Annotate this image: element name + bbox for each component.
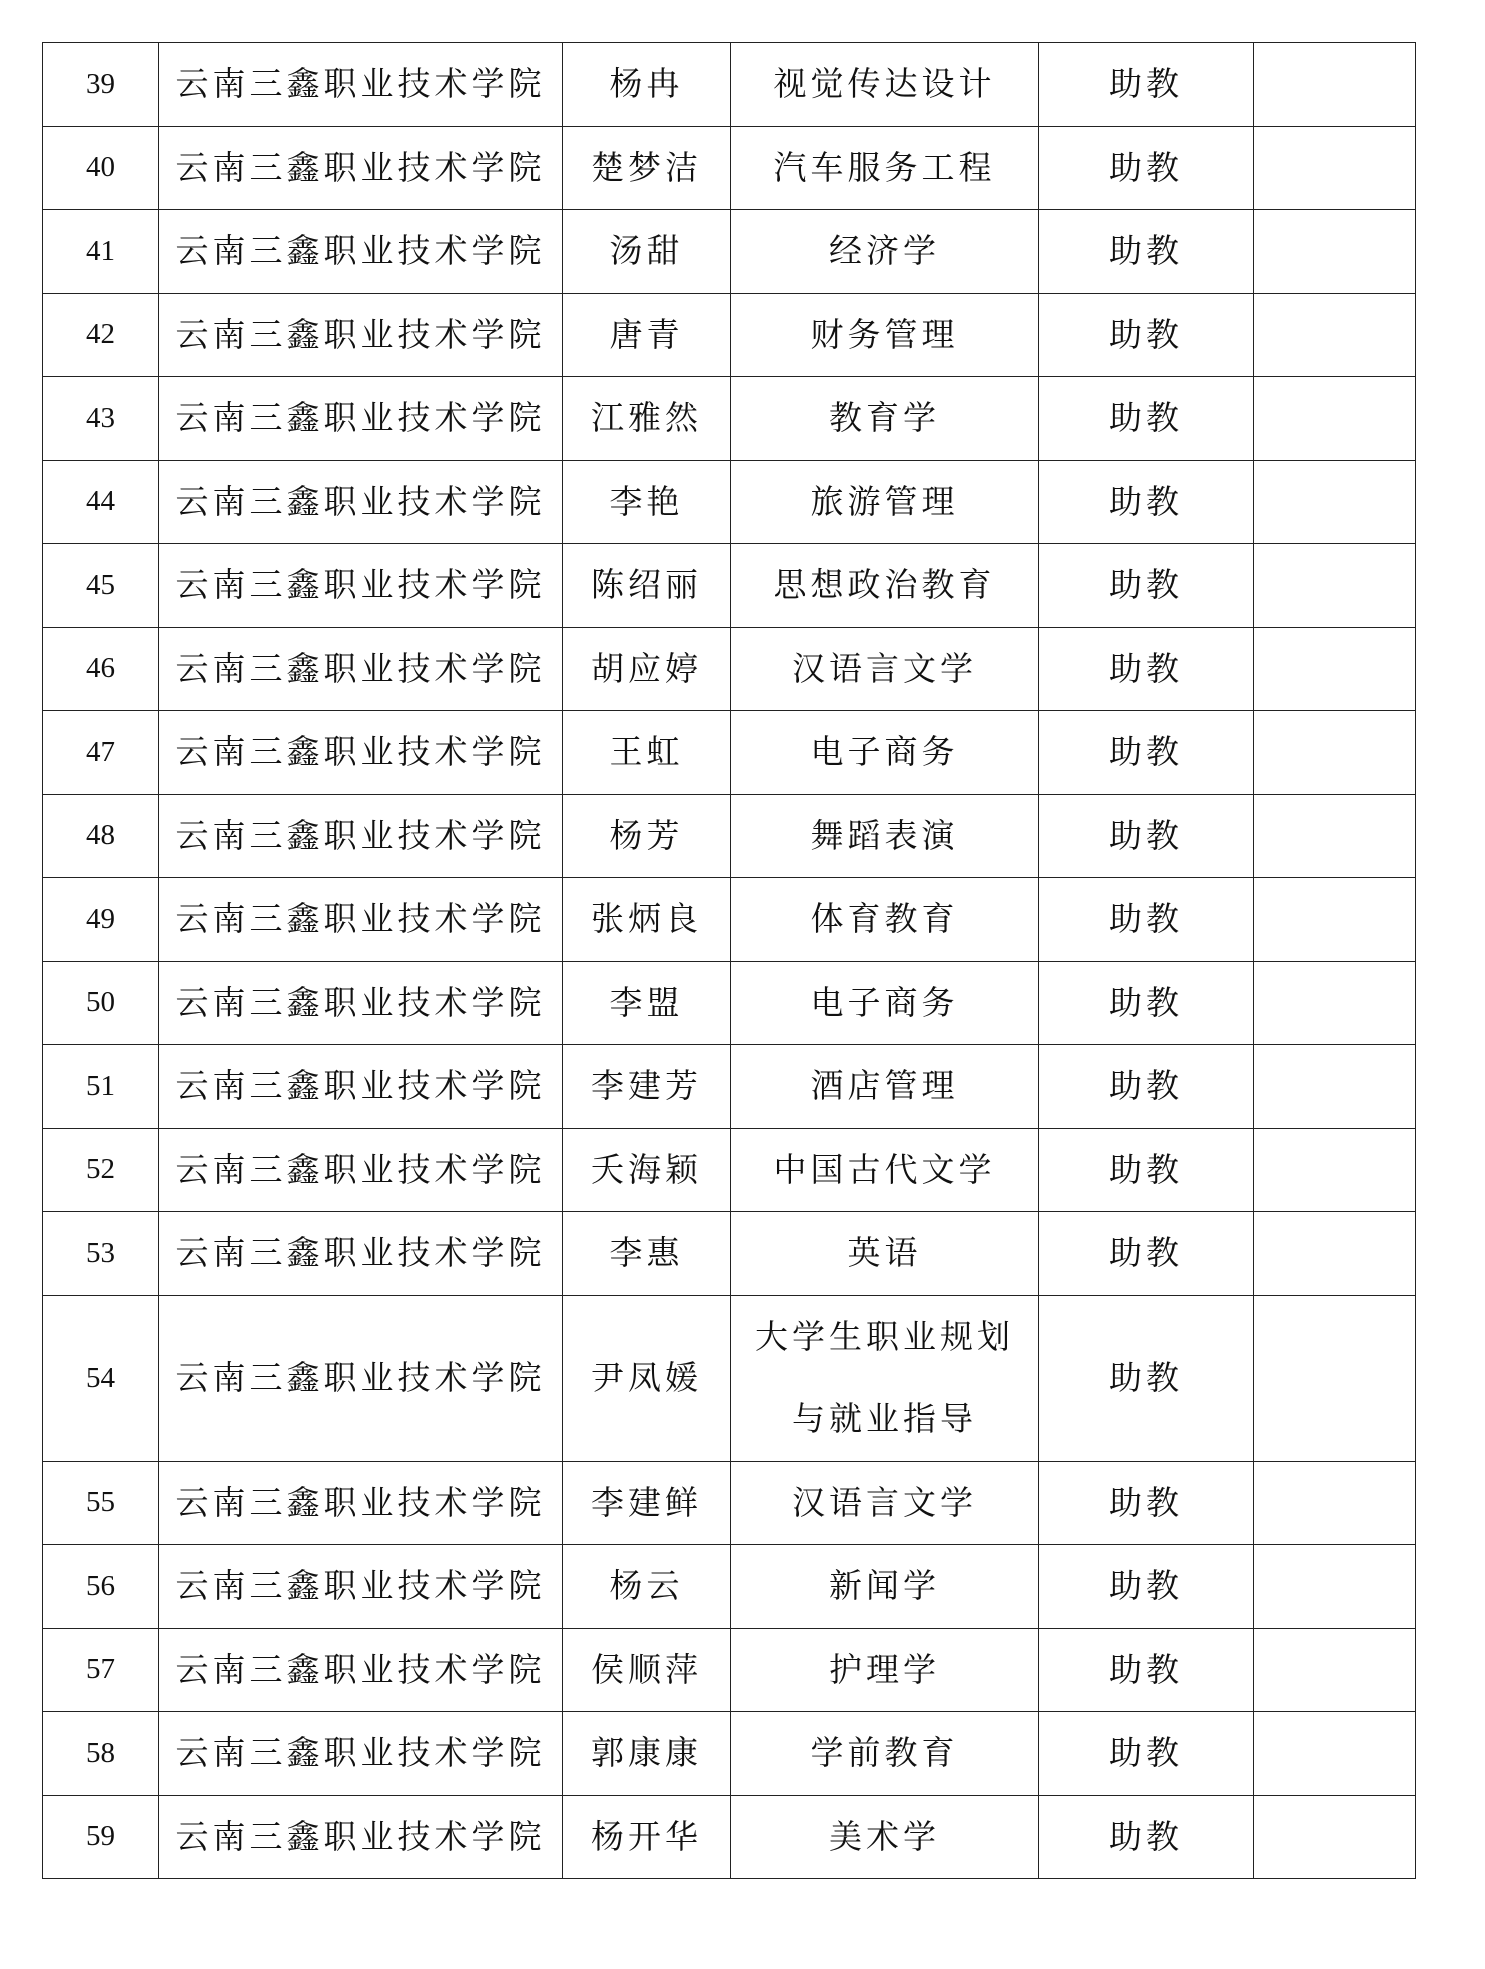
table-row (43, 1045, 1416, 1129)
major-cell: 电子商务 (731, 961, 1039, 1045)
remark-cell (1254, 126, 1416, 210)
remark-cell (1254, 1628, 1416, 1712)
job-title-cell: 助教 (1039, 43, 1254, 127)
row-number-cell: 47 (43, 711, 159, 795)
name-cell: 李盟 (563, 961, 731, 1045)
major-cell: 新闻学 (731, 1545, 1039, 1629)
table-row (43, 293, 1416, 377)
school-cell: 云南三鑫职业技术学院 (159, 1628, 563, 1712)
school-cell: 云南三鑫职业技术学院 (159, 210, 563, 294)
school-cell: 云南三鑫职业技术学院 (159, 377, 563, 461)
table-row (43, 794, 1416, 878)
row-number-cell: 59 (43, 1795, 159, 1879)
row-number-cell: 56 (43, 1545, 159, 1629)
name-cell: 江雅然 (563, 377, 731, 461)
major-cell: 汉语言文学 (731, 627, 1039, 711)
remark-cell (1254, 1545, 1416, 1629)
remark-cell (1254, 377, 1416, 461)
school-cell: 云南三鑫职业技术学院 (159, 544, 563, 628)
name-cell: 胡应婷 (563, 627, 731, 711)
table-body (43, 43, 1416, 1879)
school-cell: 云南三鑫职业技术学院 (159, 126, 563, 210)
major-cell: 护理学 (731, 1628, 1039, 1712)
row-number-cell: 52 (43, 1128, 159, 1212)
table-row (43, 1212, 1416, 1296)
remark-cell (1254, 544, 1416, 628)
school-cell: 云南三鑫职业技术学院 (159, 293, 563, 377)
name-cell: 张炳良 (563, 878, 731, 962)
job-title-cell: 助教 (1039, 126, 1254, 210)
row-number-cell: 54 (43, 1295, 159, 1461)
remark-cell (1254, 794, 1416, 878)
job-title-cell: 助教 (1039, 1628, 1254, 1712)
job-title-cell: 助教 (1039, 711, 1254, 795)
remark-cell (1254, 1295, 1416, 1461)
remark-cell (1254, 1212, 1416, 1296)
school-cell: 云南三鑫职业技术学院 (159, 1212, 563, 1296)
major-cell: 学前教育 (731, 1712, 1039, 1796)
major-cell: 汉语言文学 (731, 1461, 1039, 1545)
remark-cell (1254, 878, 1416, 962)
name-cell: 李惠 (563, 1212, 731, 1296)
row-number-cell: 58 (43, 1712, 159, 1796)
job-title-cell: 助教 (1039, 794, 1254, 878)
remark-cell (1254, 1795, 1416, 1879)
job-title-cell: 助教 (1039, 1128, 1254, 1212)
row-number-cell: 40 (43, 126, 159, 210)
row-number-cell: 57 (43, 1628, 159, 1712)
name-cell: 夭海颖 (563, 1128, 731, 1212)
name-cell: 杨冉 (563, 43, 731, 127)
name-cell: 李建芳 (563, 1045, 731, 1129)
row-number-cell: 41 (43, 210, 159, 294)
school-cell: 云南三鑫职业技术学院 (159, 460, 563, 544)
job-title-cell: 助教 (1039, 377, 1254, 461)
remark-cell (1254, 43, 1416, 127)
row-number-cell: 44 (43, 460, 159, 544)
major-cell: 美术学 (731, 1795, 1039, 1879)
school-cell: 云南三鑫职业技术学院 (159, 1295, 563, 1461)
school-cell: 云南三鑫职业技术学院 (159, 1545, 563, 1629)
job-title-cell: 助教 (1039, 1545, 1254, 1629)
major-cell: 中国古代文学 (731, 1128, 1039, 1212)
row-number-cell: 46 (43, 627, 159, 711)
job-title-cell: 助教 (1039, 1795, 1254, 1879)
remark-cell (1254, 210, 1416, 294)
remark-cell (1254, 711, 1416, 795)
row-number-cell: 50 (43, 961, 159, 1045)
table-row (43, 878, 1416, 962)
row-number-cell: 45 (43, 544, 159, 628)
major-cell: 教育学 (731, 377, 1039, 461)
school-cell: 云南三鑫职业技术学院 (159, 1795, 563, 1879)
remark-cell (1254, 460, 1416, 544)
major-cell: 体育教育 (731, 878, 1039, 962)
school-cell: 云南三鑫职业技术学院 (159, 711, 563, 795)
table-row (43, 210, 1416, 294)
table-row (43, 377, 1416, 461)
table-row (43, 1712, 1416, 1796)
job-title-cell: 助教 (1039, 961, 1254, 1045)
major-cell: 电子商务 (731, 711, 1039, 795)
job-title-cell: 助教 (1039, 1045, 1254, 1129)
remark-cell (1254, 1461, 1416, 1545)
table-row (43, 1461, 1416, 1545)
personnel-table (42, 42, 1416, 1879)
job-title-cell: 助教 (1039, 460, 1254, 544)
job-title-cell: 助教 (1039, 1295, 1254, 1461)
remark-cell (1254, 627, 1416, 711)
row-number-cell: 49 (43, 878, 159, 962)
major-cell: 视觉传达设计 (731, 43, 1039, 127)
major-cell: 经济学 (731, 210, 1039, 294)
table-row (43, 1628, 1416, 1712)
school-cell: 云南三鑫职业技术学院 (159, 878, 563, 962)
row-number-cell: 55 (43, 1461, 159, 1545)
school-cell: 云南三鑫职业技术学院 (159, 1045, 563, 1129)
row-number-cell: 51 (43, 1045, 159, 1129)
name-cell: 李建鲜 (563, 1461, 731, 1545)
major-cell: 酒店管理 (731, 1045, 1039, 1129)
name-cell: 李艳 (563, 460, 731, 544)
school-cell: 云南三鑫职业技术学院 (159, 961, 563, 1045)
major-cell: 汽车服务工程 (731, 126, 1039, 210)
row-number-cell: 42 (43, 293, 159, 377)
remark-cell (1254, 1712, 1416, 1796)
table-row (43, 1545, 1416, 1629)
job-title-cell: 助教 (1039, 878, 1254, 962)
row-number-cell: 53 (43, 1212, 159, 1296)
school-cell: 云南三鑫职业技术学院 (159, 794, 563, 878)
name-cell: 汤甜 (563, 210, 731, 294)
major-cell: 舞蹈表演 (731, 794, 1039, 878)
table-row (43, 711, 1416, 795)
table-row (43, 961, 1416, 1045)
name-cell: 王虹 (563, 711, 731, 795)
major-line-1: 大学生职业规划 (755, 1317, 1014, 1356)
name-cell: 楚梦洁 (563, 126, 731, 210)
table-row (43, 1128, 1416, 1212)
name-cell: 郭康康 (563, 1712, 731, 1796)
school-cell: 云南三鑫职业技术学院 (159, 1461, 563, 1545)
school-cell: 云南三鑫职业技术学院 (159, 43, 563, 127)
name-cell: 侯顺萍 (563, 1628, 731, 1712)
table-row (43, 544, 1416, 628)
job-title-cell: 助教 (1039, 627, 1254, 711)
job-title-cell: 助教 (1039, 210, 1254, 294)
name-cell: 杨云 (563, 1545, 731, 1629)
row-number-cell: 43 (43, 377, 159, 461)
major-cell: 财务管理 (731, 293, 1039, 377)
remark-cell (1254, 293, 1416, 377)
remark-cell (1254, 1045, 1416, 1129)
job-title-cell: 助教 (1039, 1712, 1254, 1796)
table-row (43, 126, 1416, 210)
major-cell: 思想政治教育 (731, 544, 1039, 628)
job-title-cell: 助教 (1039, 293, 1254, 377)
row-number-cell: 39 (43, 43, 159, 127)
row-number-cell: 48 (43, 794, 159, 878)
table-row (43, 43, 1416, 127)
job-title-cell: 助教 (1039, 1461, 1254, 1545)
name-cell: 唐青 (563, 293, 731, 377)
school-cell: 云南三鑫职业技术学院 (159, 627, 563, 711)
major-cell: 旅游管理 (731, 460, 1039, 544)
name-cell: 尹凤媛 (563, 1295, 731, 1461)
job-title-cell: 助教 (1039, 544, 1254, 628)
name-cell: 杨开华 (563, 1795, 731, 1879)
job-title-cell: 助教 (1039, 1212, 1254, 1296)
school-cell: 云南三鑫职业技术学院 (159, 1128, 563, 1212)
major-cell: 英语 (731, 1212, 1039, 1296)
school-cell: 云南三鑫职业技术学院 (159, 1712, 563, 1796)
table-row (43, 1795, 1416, 1879)
table-row (43, 1295, 1416, 1461)
name-cell: 杨芳 (563, 794, 731, 878)
major-cell (731, 1295, 1039, 1461)
major-line-2: 与就业指导 (792, 1399, 977, 1438)
table-row (43, 460, 1416, 544)
remark-cell (1254, 1128, 1416, 1212)
remark-cell (1254, 961, 1416, 1045)
table-row (43, 627, 1416, 711)
name-cell: 陈绍丽 (563, 544, 731, 628)
